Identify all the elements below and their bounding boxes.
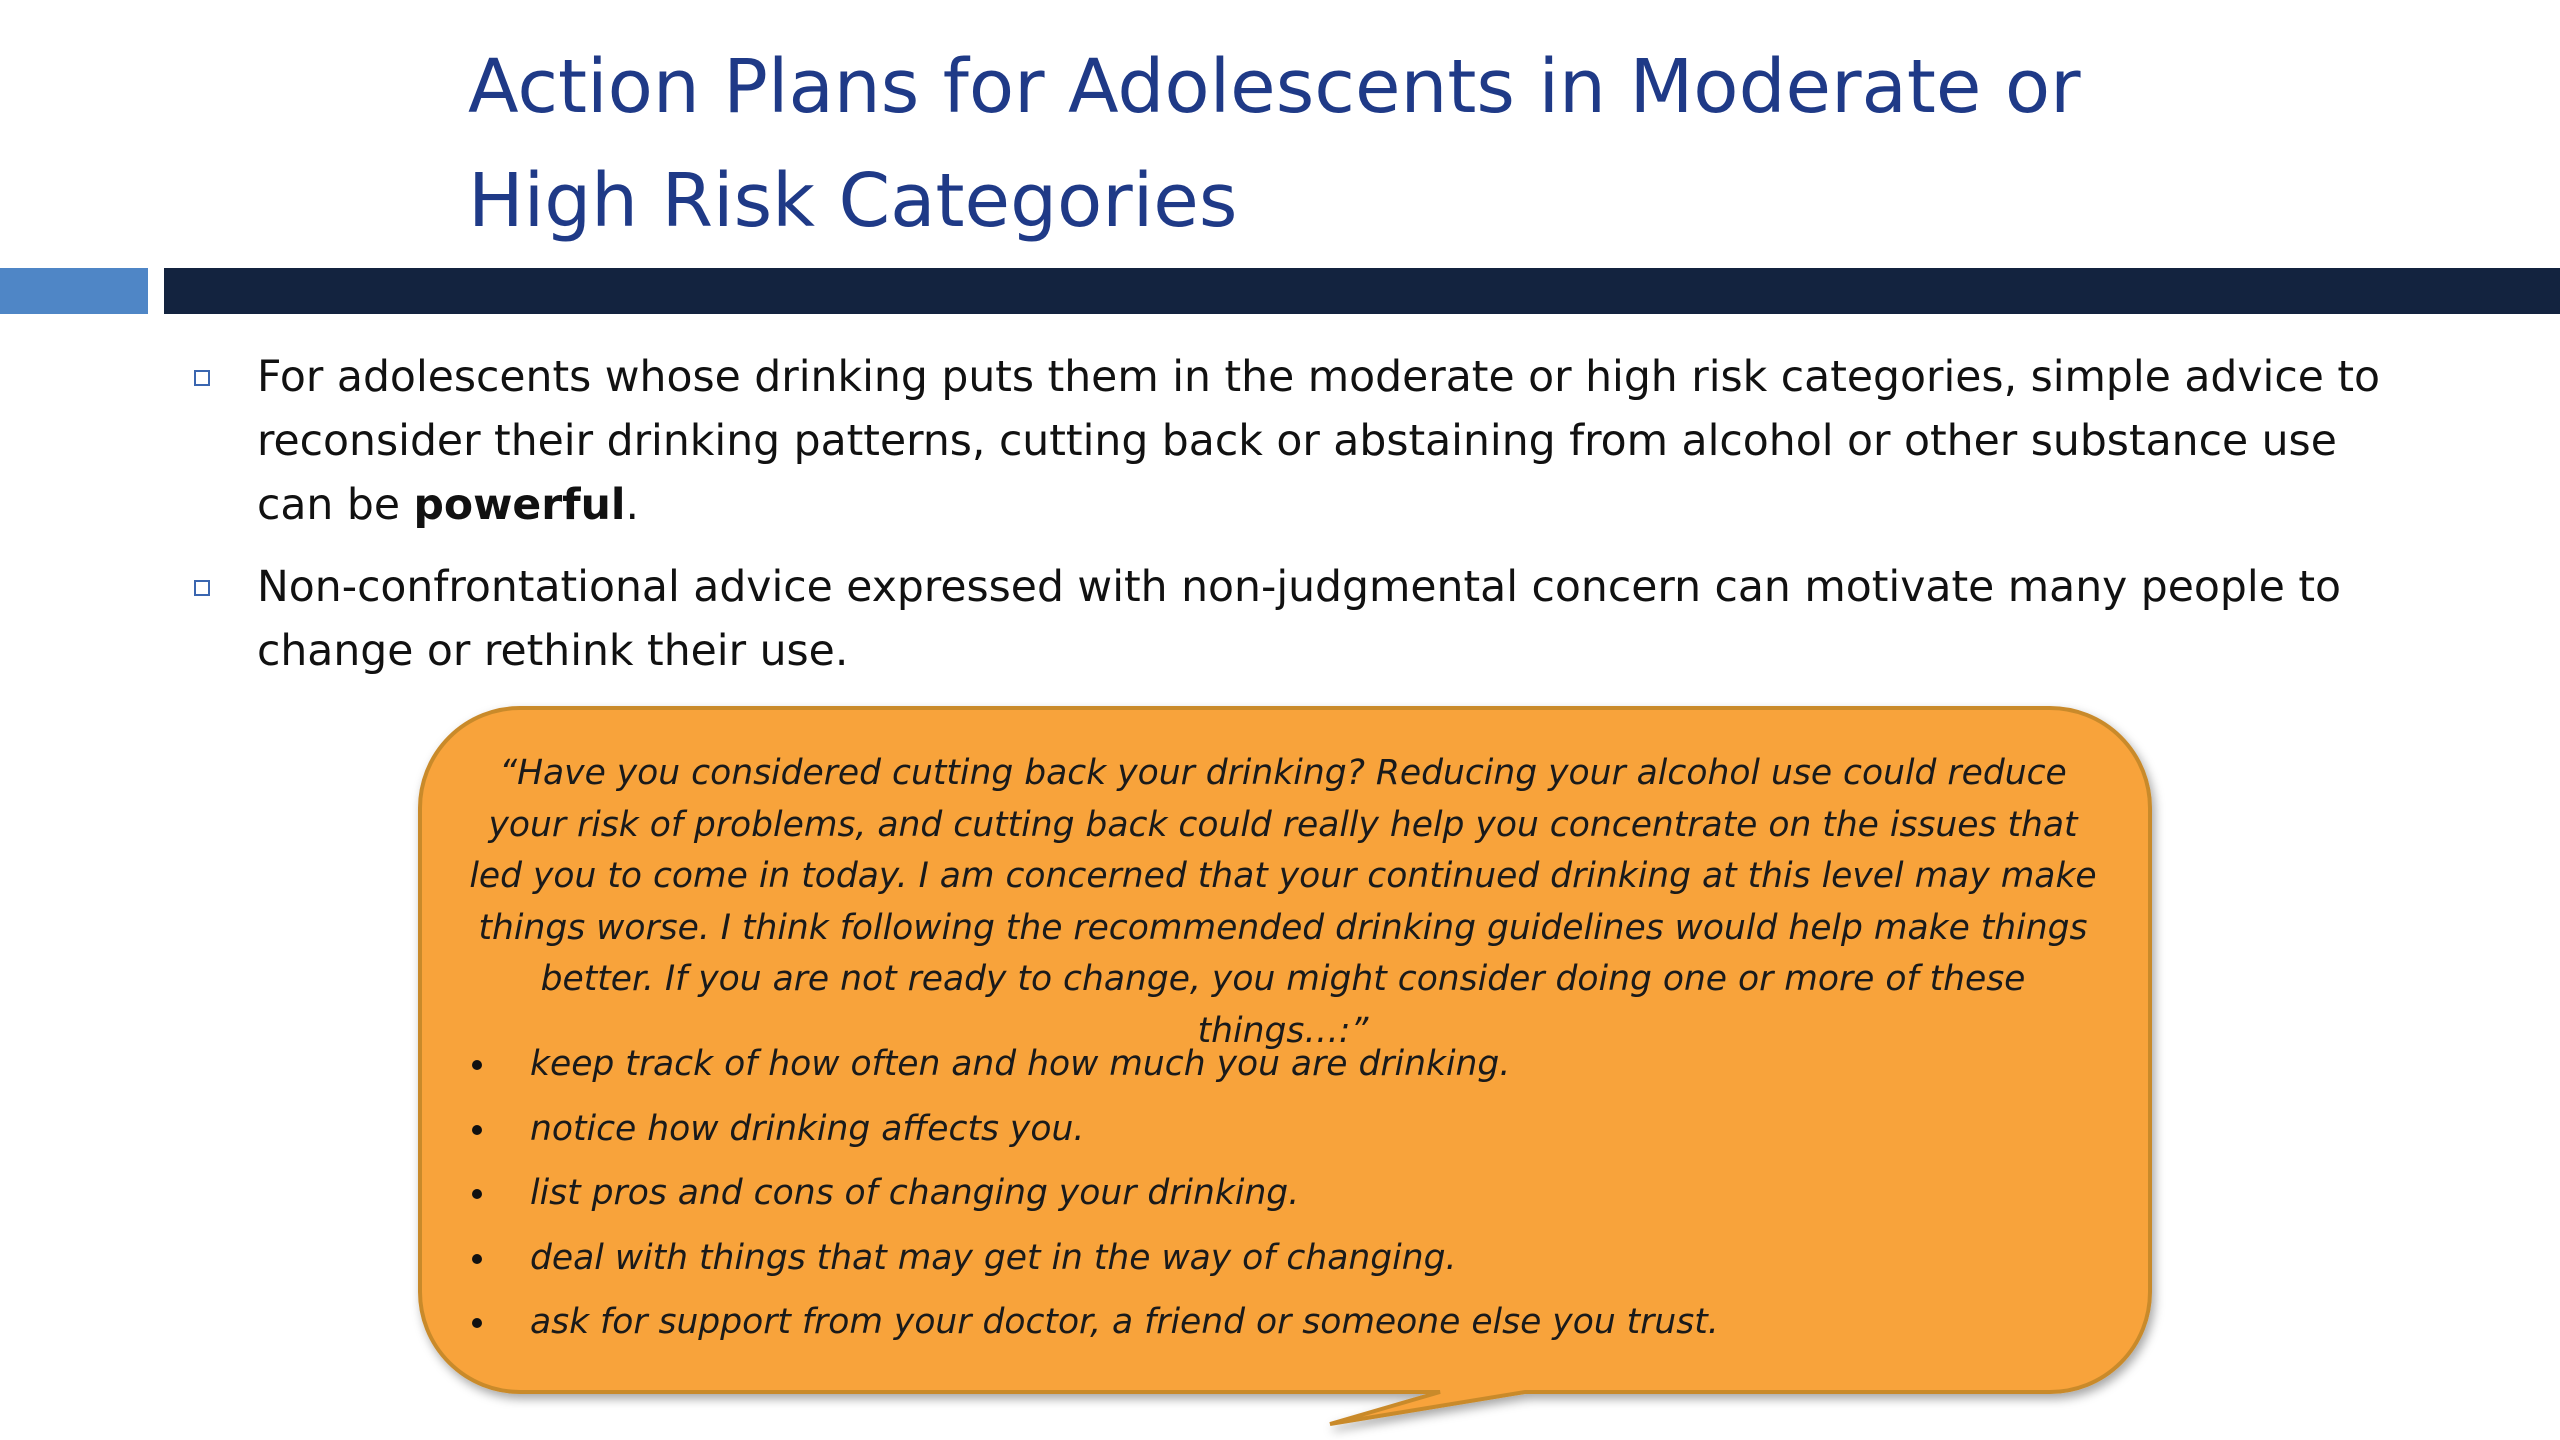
title-line-2: High Risk Categories xyxy=(468,158,1238,244)
bullet-dot-icon xyxy=(472,1254,482,1264)
bullet-text: Non-confrontational advice expressed with non-judgmental concern can motivate many people to change or rethink their use. xyxy=(257,563,2342,676)
callout-item-text: keep track of how often and how much you are drinking. xyxy=(530,1044,1511,1084)
bullet-dot-icon xyxy=(472,1060,482,1070)
bullet-text: For adolescents whose drinking puts them in the moderate or high risk categories, simple advice to reconsider their drinking patterns, cutting back or abstaining from alcohol or other substance use can be xyxy=(257,353,2381,530)
callout-list-item xyxy=(468,1097,2088,1162)
callout-item-text: ask for support from your doctor, a friend or someone else you trust. xyxy=(530,1302,1719,1342)
bullet-suffix: . xyxy=(625,481,639,530)
callout-list xyxy=(468,1032,2088,1355)
callout-list-item xyxy=(468,1290,2088,1355)
callout-list-item xyxy=(468,1161,2088,1226)
callout-list-item xyxy=(468,1032,2088,1097)
bullet-dot-icon xyxy=(472,1318,482,1328)
callout-item-text: list pros and cons of changing your drinking. xyxy=(530,1173,1300,1213)
callout-quote: “Have you considered cutting back your drinking? Reducing your alcohol use could reduce your risk of problems, and cutting back could really help you concentrate on the issues that led you to come in today. I am concerned that your continued drinking at this level may make things worse. I think following the recommended drinking guidelines would help make things better. If you are not ready to change, you might consider doing one or more of these things…:” xyxy=(469,753,2097,1051)
bullet-bold-text: powerful xyxy=(413,481,626,530)
callout-item-text: notice how drinking affects you. xyxy=(530,1108,1085,1149)
bullet-dot-icon xyxy=(472,1189,482,1199)
callout-item-text: deal with things that may get in the way of changing. xyxy=(530,1237,1457,1278)
title-line-1: Action Plans for Adolescents in Moderate or xyxy=(468,44,2081,130)
callout-list-item xyxy=(468,1226,2088,1291)
bullet-dot-icon xyxy=(472,1125,482,1135)
